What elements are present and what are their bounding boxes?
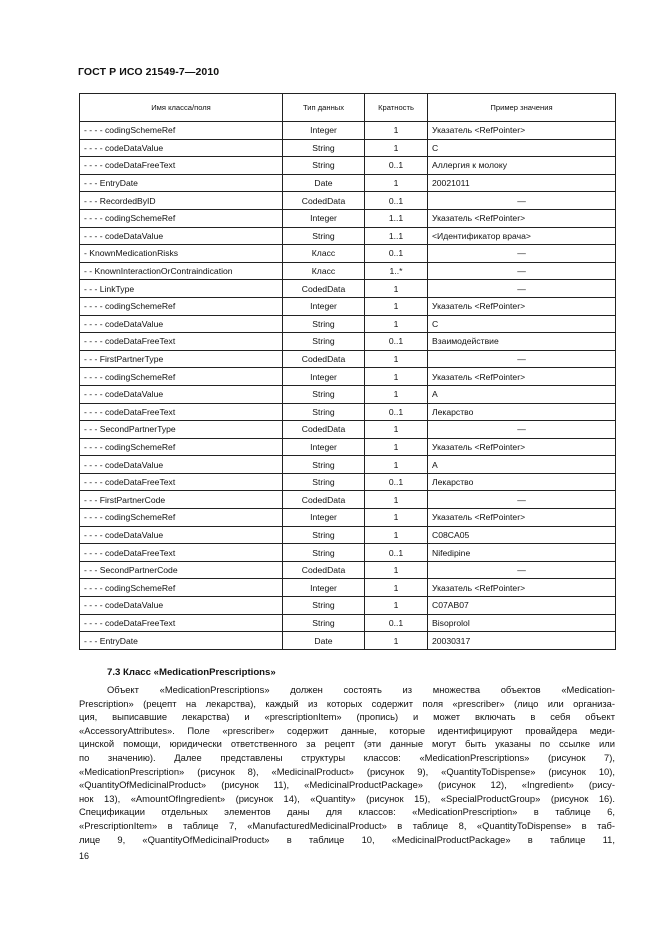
data-type-cell: String — [283, 614, 365, 632]
table-row — [80, 297, 616, 315]
multiplicity-cell: 1 — [365, 509, 428, 527]
example-value-cell: Указатель <RefPointer> — [428, 122, 616, 140]
multiplicity-cell: 1 — [365, 421, 428, 439]
data-type-cell: CodedData — [283, 561, 365, 579]
paragraph-line: ция, выписавшие лекарства) и «prescriptionItem» (пропись) и может включать в себя объект — [79, 711, 615, 723]
field-name-cell: - - - - codingSchemeRef — [80, 368, 283, 386]
field-name-cell: - - KnownInteractionOrContraindication — [80, 262, 283, 280]
table-row — [80, 403, 616, 421]
table-row — [80, 174, 616, 192]
paragraph-line: Prescription» (рецепт на лекарства), каждый из которых содержит поля «prescriber» (лицо или организа- — [79, 697, 615, 709]
field-name-cell: - - - - codeDataFreeText — [80, 403, 283, 421]
table-row — [80, 157, 616, 175]
example-value-cell: C — [428, 315, 616, 333]
column-header-name: Имя класса/поля — [80, 94, 283, 122]
table-row — [80, 579, 616, 597]
example-value-cell: — — [428, 491, 616, 509]
field-name-cell: - - - RecordedByID — [80, 192, 283, 210]
multiplicity-cell: 1 — [365, 456, 428, 474]
field-name-cell: - - - - codeDataFreeText — [80, 157, 283, 175]
multiplicity-cell: 0..1 — [365, 192, 428, 210]
field-name-cell: - - - - codingSchemeRef — [80, 438, 283, 456]
data-type-cell: CodedData — [283, 421, 365, 439]
field-name-cell: - KnownMedicationRisks — [80, 245, 283, 263]
paragraph-line: «QuantityOfMedicinalProduct» (рисунок 11), «MedicinalProductPackage» (рисунок 12), «Ingredient» (рису- — [79, 779, 615, 791]
data-type-cell: Integer — [283, 122, 365, 140]
field-name-cell: - - - - codingSchemeRef — [80, 122, 283, 140]
data-type-cell: String — [283, 139, 365, 157]
data-type-cell: Integer — [283, 509, 365, 527]
data-type-cell: CodedData — [283, 280, 365, 298]
multiplicity-cell: 0..1 — [365, 544, 428, 562]
data-type-cell: String — [283, 227, 365, 245]
example-value-cell: 20030317 — [428, 632, 616, 650]
multiplicity-cell: 1..* — [365, 262, 428, 280]
field-name-cell: - - - - codeDataValue — [80, 456, 283, 474]
paragraph-line: Объект «MedicationPrescriptions» должен состоять из множества объектов «Medication- — [107, 684, 615, 695]
data-type-cell: Date — [283, 632, 365, 650]
paragraph-line: «AccessoryAttributes». Поле «prescriber» содержит данные, которые идентифицируют провайдера меди- — [79, 724, 615, 736]
example-value-cell: Указатель <RefPointer> — [428, 297, 616, 315]
table-header-row — [80, 94, 616, 122]
field-name-cell: - - - - codeDataFreeText — [80, 544, 283, 562]
multiplicity-cell: 1 — [365, 297, 428, 315]
data-type-cell: CodedData — [283, 350, 365, 368]
column-header-type: Тип данных — [283, 94, 365, 122]
class-field-table — [79, 93, 616, 650]
data-type-cell: Date — [283, 174, 365, 192]
table-row — [80, 122, 616, 140]
table-row — [80, 421, 616, 439]
table-row — [80, 227, 616, 245]
multiplicity-cell: 1 — [365, 526, 428, 544]
data-type-cell: Integer — [283, 209, 365, 227]
table-row — [80, 561, 616, 579]
field-name-cell: - - - - codingSchemeRef — [80, 297, 283, 315]
paragraph-line: нок 13), «AmountOfIngredient» (рисунок 14), «Quantity» (рисунок 15), «SpecialProductGroup» (рисунок 16). — [79, 792, 615, 804]
multiplicity-cell: 0..1 — [365, 245, 428, 263]
multiplicity-cell: 0..1 — [365, 157, 428, 175]
example-value-cell: Указатель <RefPointer> — [428, 209, 616, 227]
example-value-cell: <Идентификатор врача> — [428, 227, 616, 245]
data-type-cell: CodedData — [283, 192, 365, 210]
data-type-cell: String — [283, 544, 365, 562]
data-type-cell: String — [283, 157, 365, 175]
data-type-cell: Класс — [283, 262, 365, 280]
example-value-cell: Взаимодействие — [428, 333, 616, 351]
table-row — [80, 456, 616, 474]
data-type-cell: String — [283, 315, 365, 333]
table-row — [80, 544, 616, 562]
multiplicity-cell: 1 — [365, 561, 428, 579]
field-name-cell: - - - - codeDataFreeText — [80, 333, 283, 351]
example-value-cell: Bisoprolol — [428, 614, 616, 632]
field-name-cell: - - - - codeDataValue — [80, 597, 283, 615]
table-row — [80, 280, 616, 298]
body-paragraph — [79, 683, 615, 846]
multiplicity-cell: 1 — [365, 438, 428, 456]
multiplicity-cell: 1 — [365, 385, 428, 403]
data-type-cell: Integer — [283, 368, 365, 386]
multiplicity-cell: 1 — [365, 491, 428, 509]
field-name-cell: - - - EntryDate — [80, 174, 283, 192]
data-type-cell: CodedData — [283, 491, 365, 509]
data-type-cell: Integer — [283, 297, 365, 315]
example-value-cell: C08CA05 — [428, 526, 616, 544]
example-value-cell: — — [428, 561, 616, 579]
table-row — [80, 192, 616, 210]
field-name-cell: - - - FirstPartnerCode — [80, 491, 283, 509]
table-row — [80, 597, 616, 615]
multiplicity-cell: 1..1 — [365, 209, 428, 227]
table-row — [80, 473, 616, 491]
multiplicity-cell: 1 — [365, 368, 428, 386]
field-name-cell: - - - SecondPartnerCode — [80, 561, 283, 579]
field-name-cell: - - - - codeDataFreeText — [80, 614, 283, 632]
table-row — [80, 614, 616, 632]
multiplicity-cell: 1 — [365, 350, 428, 368]
multiplicity-cell: 1 — [365, 315, 428, 333]
table-row — [80, 262, 616, 280]
paragraph-line: «PrescriptionItem» в таблице 7, «ManufacturedMedicinalProduct» в таблице 8, «QuantityToDispense» в таб- — [79, 819, 615, 831]
table-row — [80, 509, 616, 527]
page-number: 16 — [79, 851, 90, 861]
example-value-cell: Указатель <RefPointer> — [428, 368, 616, 386]
field-name-cell: - - - - codingSchemeRef — [80, 209, 283, 227]
data-type-cell: String — [283, 473, 365, 491]
field-name-cell: - - - FirstPartnerType — [80, 350, 283, 368]
data-type-cell: String — [283, 526, 365, 544]
example-value-cell: — — [428, 245, 616, 263]
example-value-cell: Лекарство — [428, 473, 616, 491]
example-value-cell: Лекарство — [428, 403, 616, 421]
example-value-cell: — — [428, 421, 616, 439]
column-header-example: Пример значения — [428, 94, 616, 122]
field-name-cell: - - - EntryDate — [80, 632, 283, 650]
table-body — [80, 122, 616, 650]
multiplicity-cell: 1 — [365, 139, 428, 157]
example-value-cell: 20021011 — [428, 174, 616, 192]
field-name-cell: - - - - codingSchemeRef — [80, 579, 283, 597]
multiplicity-cell: 1 — [365, 632, 428, 650]
multiplicity-cell: 0..1 — [365, 473, 428, 491]
field-name-cell: - - - - codeDataValue — [80, 526, 283, 544]
field-name-cell: - - - - codeDataValue — [80, 385, 283, 403]
example-value-cell: — — [428, 262, 616, 280]
table-row — [80, 526, 616, 544]
data-type-cell: Integer — [283, 579, 365, 597]
example-value-cell: — — [428, 192, 616, 210]
table-row — [80, 438, 616, 456]
multiplicity-cell: 1..1 — [365, 227, 428, 245]
multiplicity-cell: 0..1 — [365, 333, 428, 351]
table-row — [80, 333, 616, 351]
data-type-cell: String — [283, 456, 365, 474]
multiplicity-cell: 1 — [365, 122, 428, 140]
table-row — [80, 632, 616, 650]
paragraph-line: лице 9, «QuantityOfMedicinalProduct» в таблице 10, «MedicinalProductPackage» в таблице 11, — [79, 833, 615, 845]
field-name-cell: - - - - codingSchemeRef — [80, 509, 283, 527]
field-name-cell: - - - - codeDataValue — [80, 315, 283, 333]
example-value-cell: — — [428, 280, 616, 298]
table-row — [80, 245, 616, 263]
table-row — [80, 139, 616, 157]
table-row — [80, 385, 616, 403]
data-type-cell: String — [283, 403, 365, 421]
table-row — [80, 491, 616, 509]
document-header: ГОСТ Р ИСО 21549-7—2010 — [78, 66, 220, 78]
table-row — [80, 350, 616, 368]
multiplicity-cell: 1 — [365, 597, 428, 615]
multiplicity-cell: 1 — [365, 280, 428, 298]
example-value-cell: Указатель <RefPointer> — [428, 438, 616, 456]
multiplicity-cell: 0..1 — [365, 403, 428, 421]
table-row — [80, 209, 616, 227]
table-row — [80, 368, 616, 386]
example-value-cell: Аллергия к молоку — [428, 157, 616, 175]
example-value-cell: Указатель <RefPointer> — [428, 509, 616, 527]
paragraph-line: цинской помощи, юридически ответственного за рецепт (эти данные могут быть указаны по ссылке или — [79, 738, 615, 750]
example-value-cell: Nifedipine — [428, 544, 616, 562]
example-value-cell: A — [428, 456, 616, 474]
data-type-cell: Integer — [283, 438, 365, 456]
data-type-cell: Класс — [283, 245, 365, 263]
column-header-multiplicity: Кратность — [365, 94, 428, 122]
data-type-cell: String — [283, 597, 365, 615]
section-heading: 7.3 Класс «MedicationPrescriptions» — [107, 667, 276, 678]
paragraph-line: по значению). Далее представлены структуры классов: «MedicationPrescriptions» (рисунок 7), — [79, 751, 615, 763]
example-value-cell: C07AB07 — [428, 597, 616, 615]
field-name-cell: - - - SecondPartnerType — [80, 421, 283, 439]
field-name-cell: - - - - codeDataValue — [80, 139, 283, 157]
multiplicity-cell: 0..1 — [365, 614, 428, 632]
paragraph-line: «MedicationPrescription» (рисунок 8), «MedicinalProduct» (рисунок 9), «QuantityToDispense» (рисунок 10), — [79, 765, 615, 777]
data-type-cell: String — [283, 385, 365, 403]
multiplicity-cell: 1 — [365, 174, 428, 192]
example-value-cell: A — [428, 385, 616, 403]
field-name-cell: - - - - codeDataFreeText — [80, 473, 283, 491]
paragraph-line: Спецификации отдельных элементов даны для классов: «MedicationPrescription» в таблице 6, — [79, 806, 615, 818]
field-name-cell: - - - - codeDataValue — [80, 227, 283, 245]
example-value-cell: — — [428, 350, 616, 368]
example-value-cell: Указатель <RefPointer> — [428, 579, 616, 597]
multiplicity-cell: 1 — [365, 579, 428, 597]
data-type-cell: String — [283, 333, 365, 351]
example-value-cell: C — [428, 139, 616, 157]
field-name-cell: - - - LinkType — [80, 280, 283, 298]
table-row — [80, 315, 616, 333]
